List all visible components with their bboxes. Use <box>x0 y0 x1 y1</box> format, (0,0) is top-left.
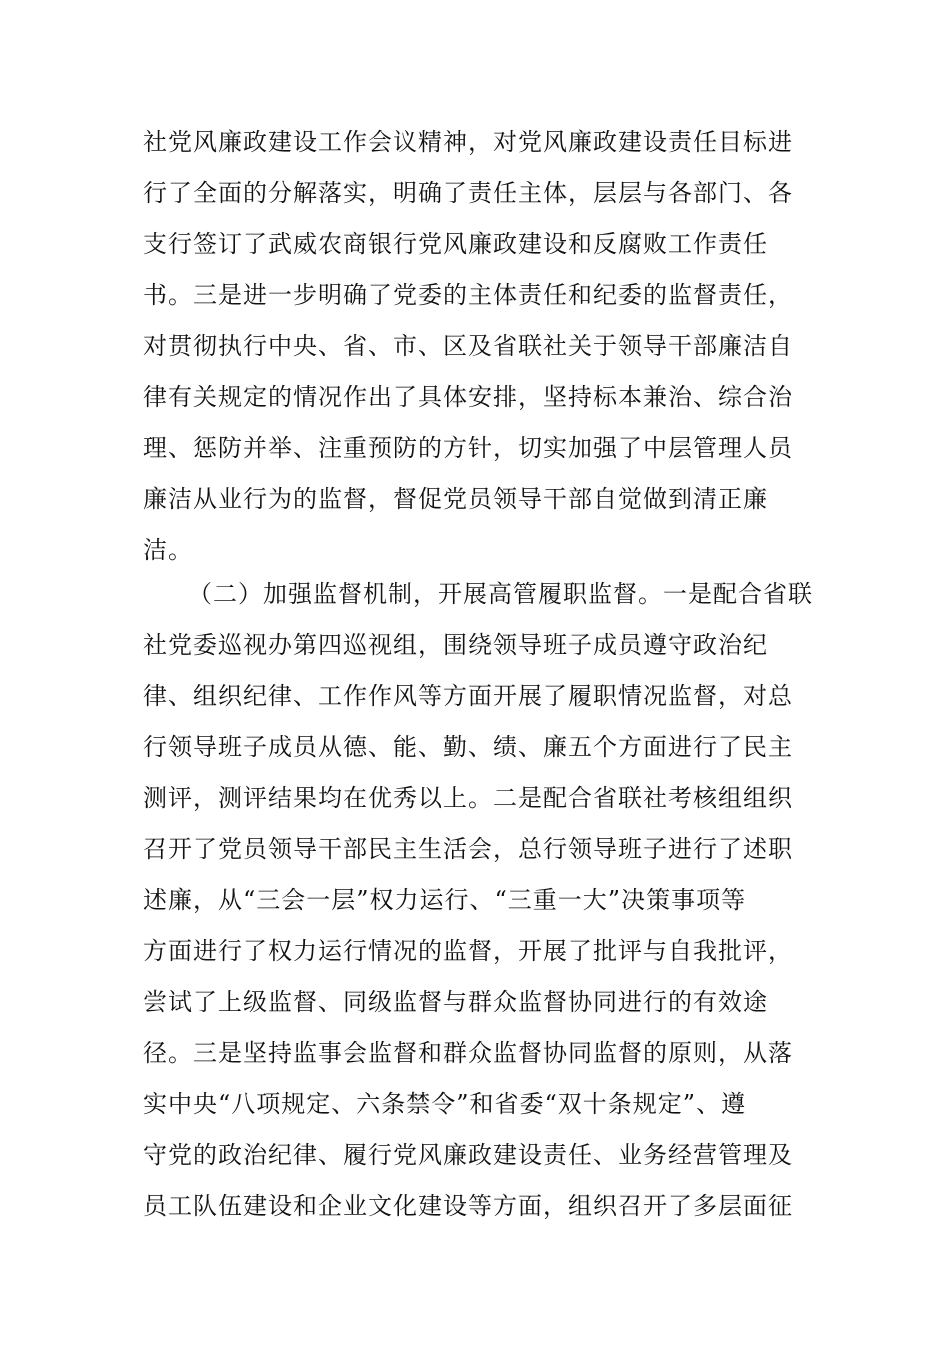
text-line: 社党委巡视办第四巡视组，围绕领导班子成员遵守政治纪 <box>143 631 768 659</box>
text-line: 尝试了上级监督、同级监督与群众监督协同进行的有效途 <box>143 988 768 1016</box>
text-line: 理、惩防并举、注重预防的方针，切实加强了中层管理人员 <box>143 434 793 462</box>
text-line: 实中央“八项规定、六条禁令”和省委“双十条规定”、遵 <box>143 1090 747 1118</box>
text-line: 召开了党员领导干部民主生活会，总行领导班子进行了述职 <box>143 835 793 863</box>
text-line: 对贯彻执行中央、省、市、区及省联社关于领导干部廉洁自 <box>143 332 793 360</box>
text-line: 书。三是进一步明确了党委的主体责任和纪委的监督责任， <box>143 281 793 309</box>
text-line: 律、组织纪律、工作作风等方面开展了履职情况监督，对总 <box>143 682 793 710</box>
text-line: 测评，测评结果均在优秀以上。二是配合省联社考核组组织 <box>143 784 793 812</box>
text-line: 员工队伍建设和企业文化建设等方面，组织召开了多层面征 <box>143 1192 793 1220</box>
paragraph-heading-line: （二）加强监督机制，开展高管履职监督。一是配合省联 <box>188 580 813 608</box>
text-line: 律有关规定的情况作出了具体安排，坚持标本兼治、综合治 <box>143 383 793 411</box>
text-line: 述廉，从“三会一层”权力运行、“三重一大”决策事项等 <box>143 886 747 914</box>
text-line: 洁。 <box>143 536 193 564</box>
text-line: 支行签订了武威农商银行党风廉政建设和反腐败工作责任 <box>143 230 768 258</box>
text-line: 社党风廉政建设工作会议精神，对党风廉政建设责任目标进 <box>143 128 793 156</box>
text-line: 径。三是坚持监事会监督和群众监督协同监督的原则，从落 <box>143 1039 793 1067</box>
text-line: 廉洁从业行为的监督，督促党员领导干部自觉做到清正廉 <box>143 485 768 513</box>
text-line: 行了全面的分解落实，明确了责任主体，层层与各部门、各 <box>143 179 793 207</box>
text-line: 守党的政治纪律、履行党风廉政建设责任、业务经营管理及 <box>143 1141 793 1169</box>
text-line: 行领导班子成员从德、能、勤、绩、廉五个方面进行了民主 <box>143 733 793 761</box>
text-line: 方面进行了权力运行情况的监督，开展了批评与自我批评， <box>143 937 793 965</box>
